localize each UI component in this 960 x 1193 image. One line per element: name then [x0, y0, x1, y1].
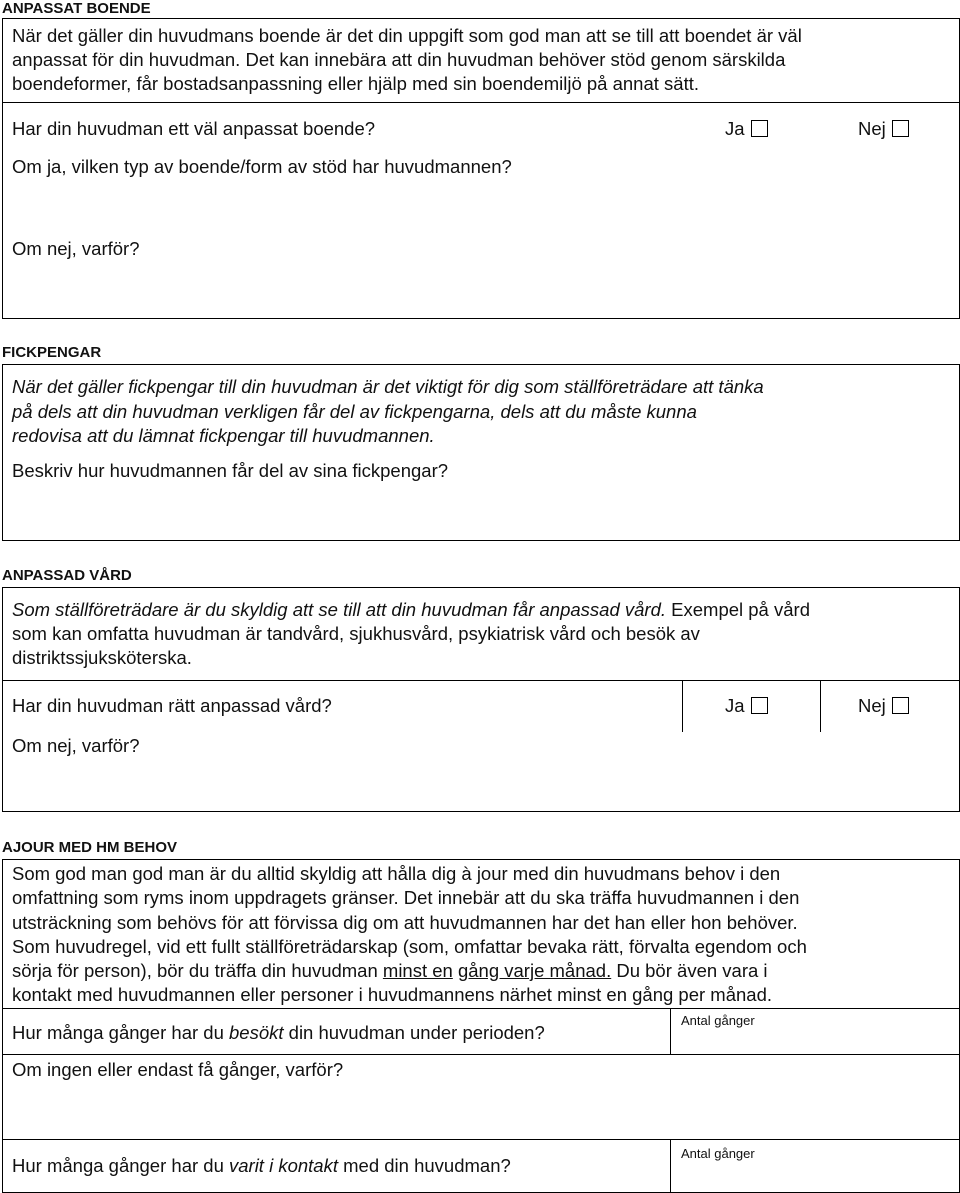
ajour-underline-minst-en: minst en: [382, 960, 453, 981]
ajour-divider-3: [2, 1139, 960, 1140]
ajour-count-col-1: [670, 1008, 671, 1054]
visits-count-field[interactable]: [672, 1030, 958, 1052]
fickpengar-intro-line-1: När det gäller fickpengar till din huvudman är det viktigt för dig som ställföreträdare att tänka: [12, 376, 764, 397]
ajour-line-5-rest: Du bör även vara i: [611, 960, 768, 981]
count-label-visits: Antal gånger: [681, 1013, 755, 1028]
contact-q-pre: Hur många gånger har du: [12, 1155, 229, 1176]
fickpengar-question: Beskriv hur huvudmannen får del av sina fickpengar?: [12, 460, 449, 481]
visits-followup-field[interactable]: [4, 1084, 956, 1136]
ajour-count-col-2: [670, 1139, 671, 1193]
section-heading-vard: ANPASSAD VÅRD: [2, 567, 132, 584]
vard-intro-line-3: distriktssjuksköterska.: [12, 647, 192, 668]
vard-col-divider-1: [682, 680, 683, 732]
vard-question: Har din huvudman rätt anpassad vård?: [12, 695, 332, 716]
ajour-intro-line-3: utsträckning som behövs för att förvissa dig om att huvudmannen har det han eller hon behöver.: [12, 912, 798, 933]
vard-yes-option[interactable]: [725, 694, 768, 719]
boende-intro-line-1: När det gäller din huvudmans boende är det din uppgift som god man att se till att boendet är väl: [12, 25, 802, 46]
boende-no-option[interactable]: [858, 117, 909, 142]
ajour-underline-gang: gång varje månad.: [457, 960, 612, 981]
no-checkbox[interactable]: [892, 697, 909, 714]
count-label-contact: Antal gånger: [681, 1146, 755, 1161]
visits-question: [12, 1021, 545, 1046]
no-label: Nej: [858, 695, 886, 716]
boende-question: Har din huvudman ett väl anpassat boende?: [12, 118, 376, 139]
yes-checkbox[interactable]: [751, 120, 768, 137]
fickpengar-intro-line-3: redovisa att du lämnat fickpengar till huvudmannen.: [12, 425, 435, 446]
ajour-line-5-start: sörja för person), bör du träffa din huvudman: [12, 960, 383, 981]
section-heading-ajour: AJOUR MED HM BEHOV: [2, 839, 178, 856]
boende-intro-line-3: boendeformer, får bostadsanpassning eller hjälp med sin boendemiljö på annat sätt.: [12, 73, 699, 94]
vard-intro-line-2: som kan omfatta huvudman är tandvård, sjukhusvård, psykiatrisk vård och besök av: [12, 623, 700, 644]
vard-divider: [2, 680, 960, 681]
boende-followup-no: Om nej, varför?: [12, 238, 140, 259]
no-checkbox[interactable]: [892, 120, 909, 137]
yes-label: Ja: [725, 695, 745, 716]
yes-checkbox[interactable]: [751, 697, 768, 714]
vard-intro-line-1-italic: Som ställföreträdare är du skyldig att se till att din huvudman får anpassad vård.: [12, 599, 667, 620]
vard-col-divider-2: [820, 680, 821, 732]
boende-intro-line-2: anpassat för din huvudman. Det kan innebära att din huvudman behöver stöd genom särskilda: [12, 49, 786, 70]
contact-question: [12, 1154, 511, 1179]
vard-followup-no: Om nej, varför?: [12, 735, 140, 756]
contact-q-post: med din huvudman?: [338, 1155, 511, 1176]
ajour-divider-2: [2, 1054, 960, 1055]
visits-q-em: besökt: [229, 1022, 284, 1043]
ajour-intro-line-2: omfattning som ryms inom uppdragets gränser. Det innebär att du ska träffa huvudmannen i den: [12, 887, 800, 908]
vard-no-option[interactable]: [858, 694, 909, 719]
yes-label: Ja: [725, 118, 745, 139]
ajour-intro-line-4: Som huvudregel, vid ett fullt ställföreträdarskap (som, omfattar bevaka rätt, förvalta egendom och: [12, 936, 807, 957]
contact-count-field[interactable]: [672, 1163, 958, 1189]
ajour-intro-line-1: Som god man god man är du alltid skyldig att hålla dig à jour med din huvudmans behov i den: [12, 863, 781, 884]
section-heading-boende: ANPASSAT BOENDE: [2, 0, 151, 17]
visits-q-pre: Hur många gånger har du: [12, 1022, 229, 1043]
visits-q-post: din huvudman under perioden?: [283, 1022, 545, 1043]
vard-intro-line-1: [12, 598, 810, 623]
boende-followup-yes: Om ja, vilken typ av boende/form av stöd har huvudmannen?: [12, 156, 512, 177]
ajour-divider-1: [2, 1008, 960, 1009]
visits-followup: Om ingen eller endast få gånger, varför?: [12, 1059, 344, 1080]
boende-yes-option[interactable]: [725, 117, 768, 142]
fickpengar-intro-line-2: på dels att din huvudman verkligen får del av fickpengarna, dels att du måste kunna: [12, 401, 697, 422]
ajour-intro-line-6: kontakt med huvudmannen eller personer i huvudmannens närhet minst en gång per månad.: [12, 984, 772, 1005]
no-label: Nej: [858, 118, 886, 139]
ajour-intro-line-5: [12, 959, 768, 984]
vard-intro-line-1-rest: Exempel på vård: [666, 599, 810, 620]
section-heading-fickpengar: FICKPENGAR: [2, 344, 102, 361]
contact-q-em: varit i kontakt: [229, 1155, 338, 1176]
